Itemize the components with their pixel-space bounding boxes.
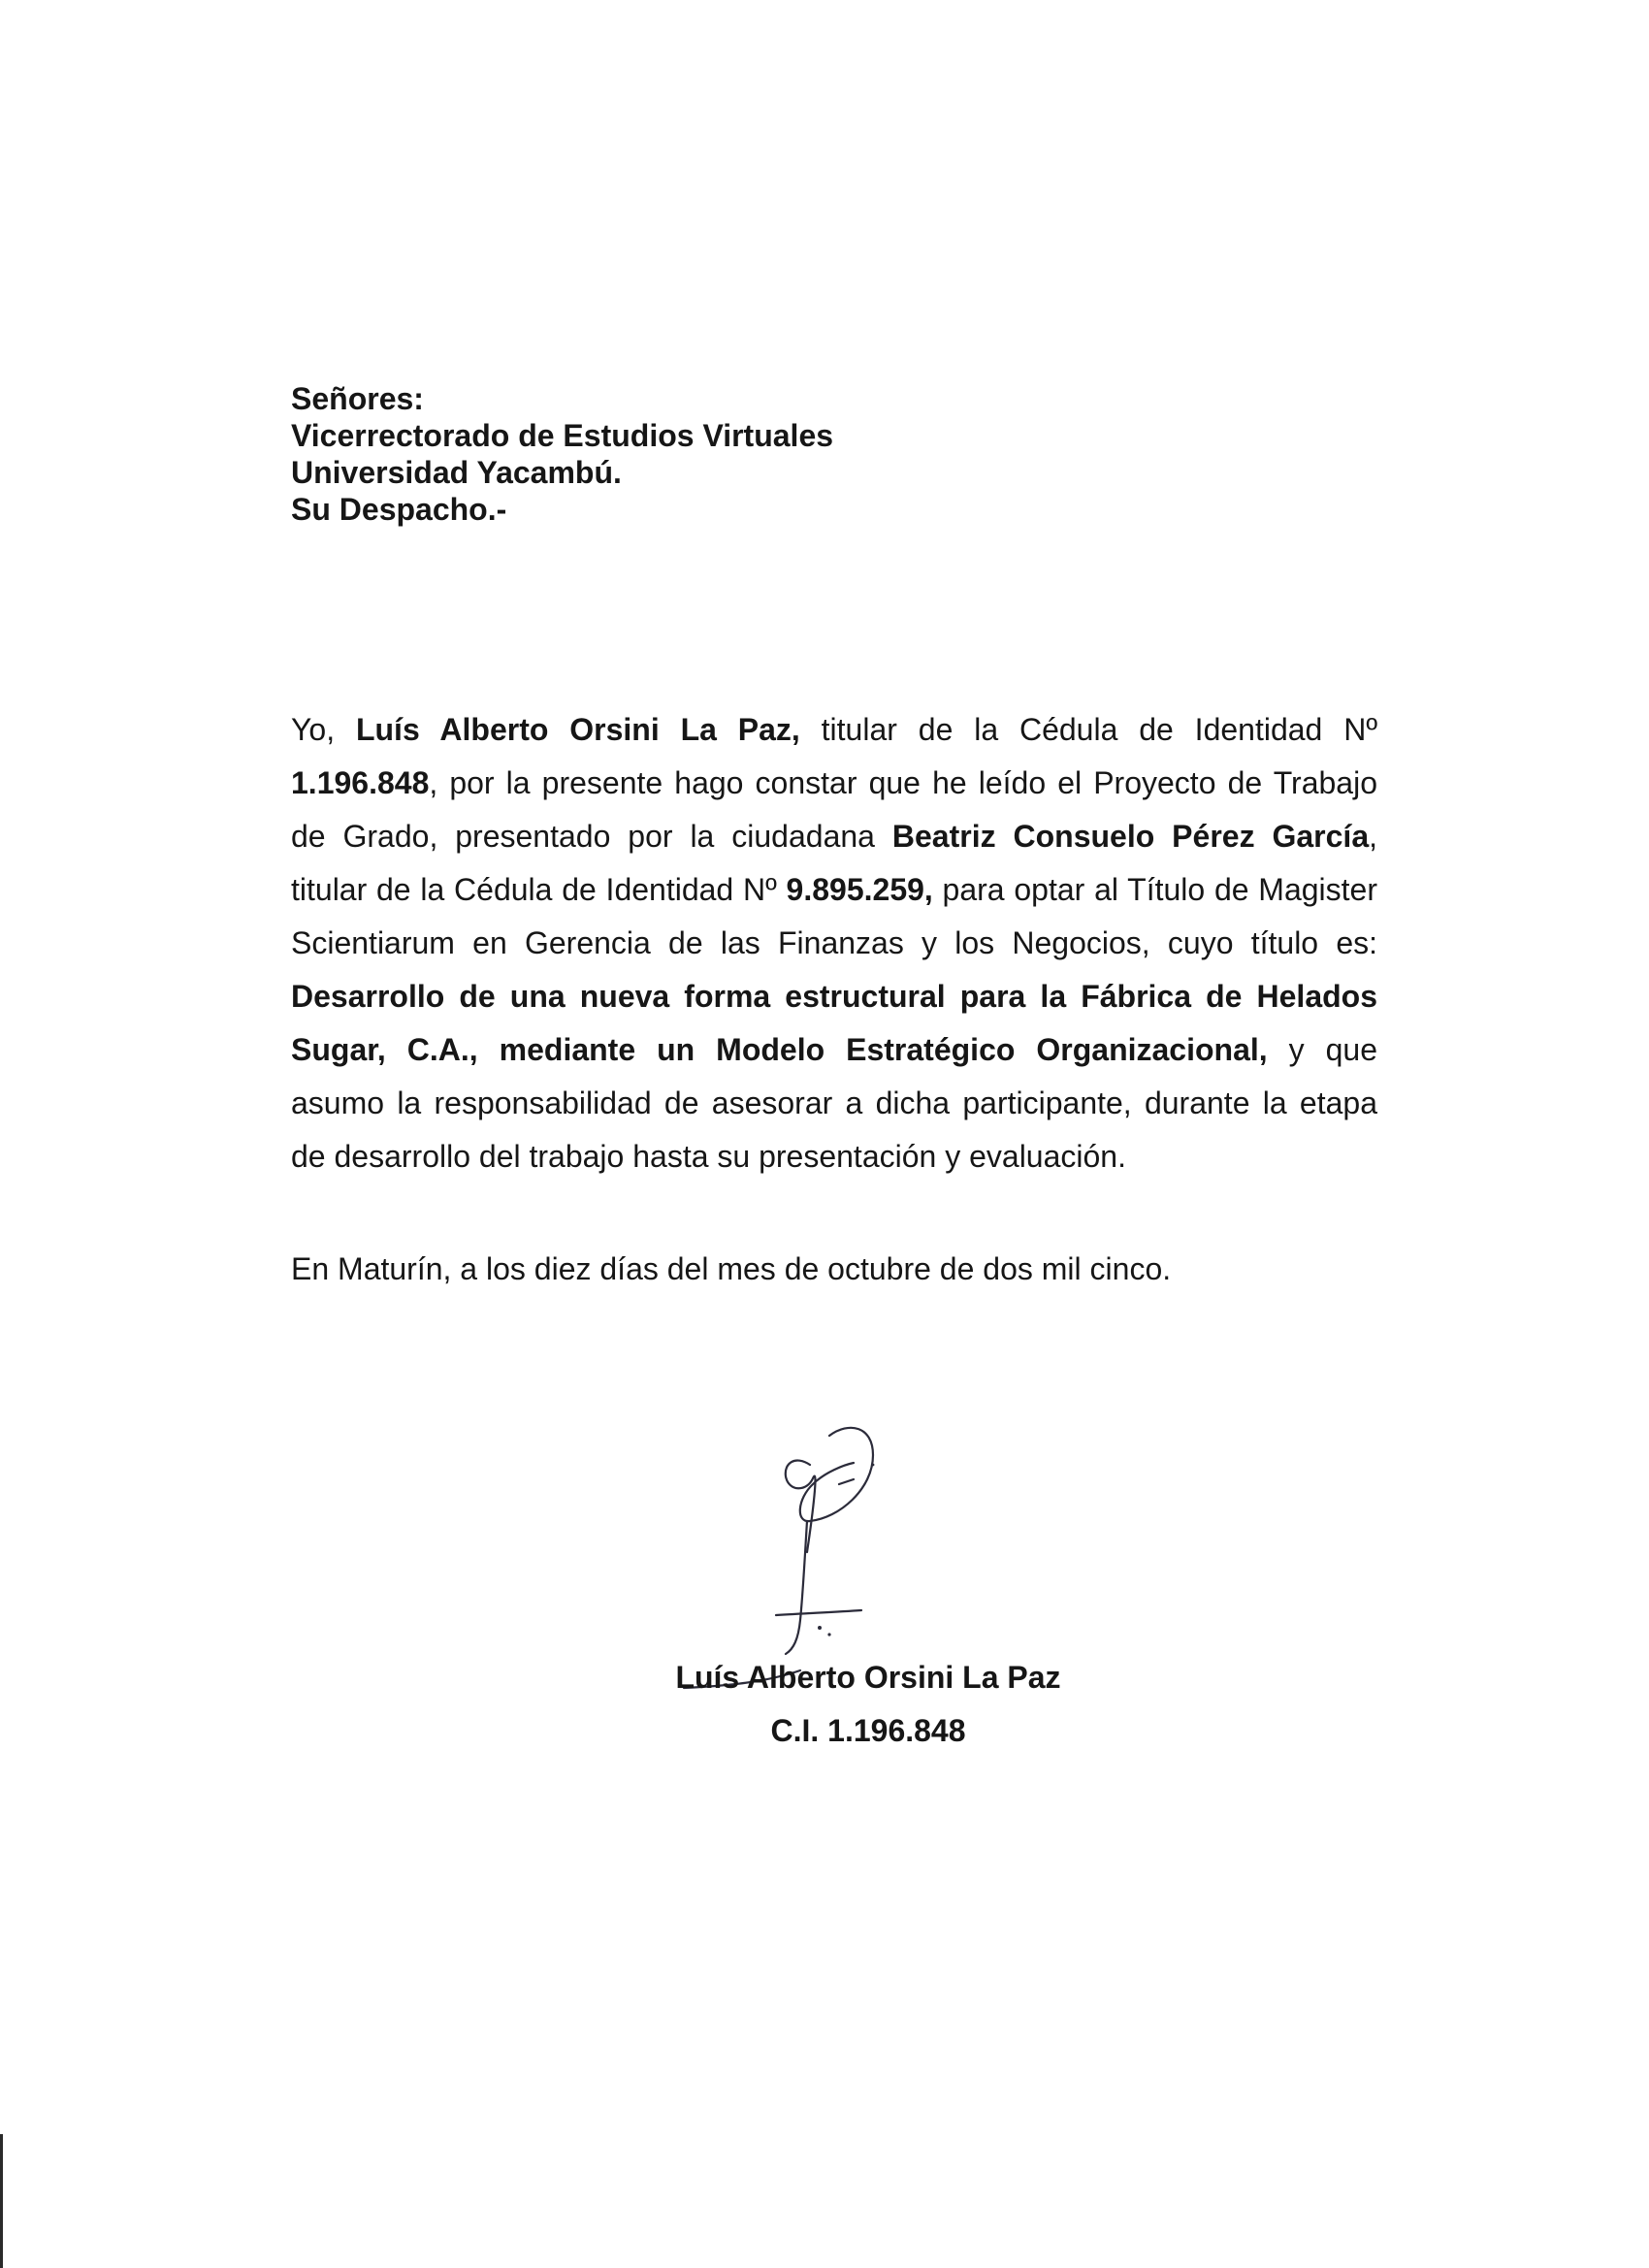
body-text-3: , por la presente hago constar que he leído el Proyecto de Trabajo de Grado, presentado por la ciudadana <box>291 765 1377 854</box>
body-text-2: titular de la Cédula de Identidad Nº <box>799 712 1378 747</box>
addressee-salutation: Señores: <box>291 381 424 416</box>
body-text-4: , titular de la Cédula de Identidad Nº <box>291 819 1378 907</box>
body-text-1: Yo, <box>291 712 356 747</box>
body-paragraph <box>291 703 1377 1183</box>
thesis-title: Desarrollo de una nueva forma estructural para la Fábrica de Helados Sugar, C.A., mediante un Modelo Estratégico Organizacional, <box>291 979 1377 1067</box>
student-name: Beatriz Consuelo Pérez García <box>891 819 1370 854</box>
signer-name: Luís Alberto Orsini La Paz <box>675 1660 1061 1695</box>
closing-line: En Maturín, a los diez días del mes de octubre de dos mil cinco. <box>291 1251 1172 1286</box>
advisor-name: Luís Alberto Orsini La Paz, <box>355 712 800 747</box>
addressee-university: Universidad Yacambú. <box>291 455 622 490</box>
addressee-office: Su Despacho.- <box>291 492 507 527</box>
addressee-block <box>291 380 1164 528</box>
body-text-5: para optar al Título de Magister Scientiarum en Gerencia de las Finanzas y los Negocios, cuyo título es: <box>291 872 1378 960</box>
advisor-id-number: 1.196.848 <box>291 765 430 800</box>
student-id-number: 9.895.259, <box>786 872 933 907</box>
body-text-6: y que asumo la responsabilidad de asesorar a dicha participante, durante la etapa de desarrollo del trabajo hasta su presentación y evaluación. <box>291 1032 1378 1174</box>
signer-id: C.I. 1.196.848 <box>770 1713 966 1748</box>
scan-edge-mark <box>0 2134 3 2268</box>
addressee-department: Vicerrectorado de Estudios Virtuales <box>291 418 834 453</box>
